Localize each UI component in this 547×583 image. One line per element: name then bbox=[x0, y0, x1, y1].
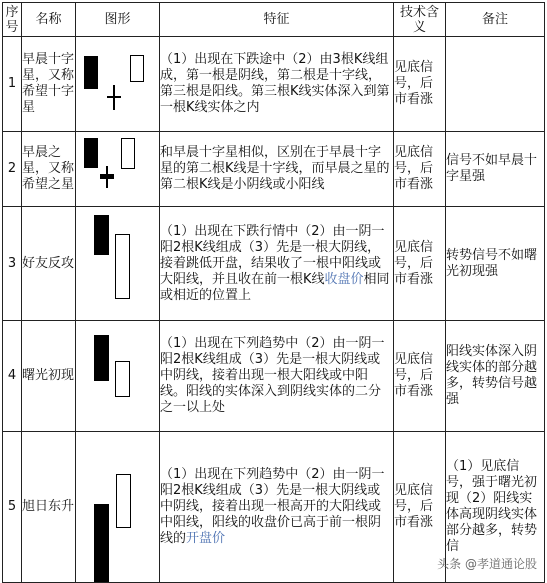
header-name: 名称 bbox=[22, 3, 76, 37]
table-row bbox=[3, 37, 545, 132]
row-index: 3 bbox=[3, 207, 22, 321]
technical-meaning: 见底信号，后市看涨 bbox=[394, 321, 446, 432]
header-row bbox=[3, 3, 545, 37]
opening-price-link[interactable]: 开盘价 bbox=[186, 531, 226, 546]
bearish-candle bbox=[94, 215, 109, 255]
bearish-candle bbox=[94, 335, 109, 381]
pattern-note: 转势信号不如曙光初现强 bbox=[446, 207, 545, 321]
pattern-feature: 和早晨十字星相似，区别在于早晨十字星的第二根K线是十字线，而早晨之星的第二根K线是小阴线或小阳线 bbox=[160, 132, 394, 207]
feature-text: （1）出现在下列趋势中（2）由一阴一阳2根K线组成（3）先是一根大阴线或中阴线，接着出现一根高开的大阳线或中阳线，阳线的收盘价已高于前一根阴线的 bbox=[160, 467, 385, 546]
pattern-figure bbox=[76, 37, 160, 132]
pattern-name: 旭日东升 bbox=[22, 432, 76, 583]
header-technical: 技术含义 bbox=[394, 3, 446, 37]
header-index: 序号 bbox=[3, 3, 22, 37]
source-watermark: 头条 @孝道通论股 bbox=[437, 557, 537, 571]
pattern-name: 好友反攻 bbox=[22, 207, 76, 321]
feature-text: 相同或相近的位置上 bbox=[160, 271, 390, 303]
bullish-candle bbox=[116, 474, 131, 528]
pattern-name: 早晨十字星，又称希望十字星 bbox=[22, 37, 76, 132]
table-row bbox=[3, 321, 545, 432]
row-index: 2 bbox=[3, 132, 22, 207]
doji-wick bbox=[113, 85, 115, 110]
pattern-name: 早晨之星，又称希望之星 bbox=[22, 132, 76, 207]
small-candle bbox=[100, 174, 114, 179]
technical-meaning: 见底信号，后市看涨 bbox=[394, 132, 446, 207]
bullish-candle bbox=[115, 234, 130, 299]
row-index: 5 bbox=[3, 432, 22, 583]
candlestick-pattern-table bbox=[2, 2, 545, 583]
pattern-feature: （1）出现在下跌途中（2）由3根K线组成，第一根是阴线，第二根是十字线，第三根是阳线。第三根K线实体深入到第一根K线实体之内 bbox=[160, 37, 394, 132]
feature-text: （1）出现在下跌行情中（2）由一阴一阳2根K线组成（3）先是一根大阴线，接着跳低开盘，结果收了一根中阳线或大阳线，并且收在前一根K线 bbox=[160, 223, 385, 287]
technical-meaning: 见底信号，后市看涨 bbox=[394, 37, 446, 132]
pattern-feature: （1）出现在下列趋势中（2）由一阴一阳2根K线组成（3）先是一根大阴线或中阴线，接着出现一根大阳线或中阳线。阳线的实体深入到阴线实体的二分之一以上处 bbox=[160, 321, 394, 432]
bullish-candle bbox=[130, 55, 144, 82]
bearish-candle bbox=[84, 56, 98, 89]
pattern-figure bbox=[76, 321, 160, 432]
bearish-candle bbox=[84, 138, 98, 168]
header-figure: 图形 bbox=[76, 3, 160, 37]
pattern-feature bbox=[160, 207, 394, 321]
row-index: 1 bbox=[3, 37, 22, 132]
header-note: 备注 bbox=[446, 3, 545, 37]
bullish-candle bbox=[121, 138, 135, 169]
bearish-candle bbox=[94, 504, 109, 582]
table-row bbox=[3, 132, 545, 207]
row-index: 4 bbox=[3, 321, 22, 432]
technical-meaning: 见底信号，后市看涨 bbox=[394, 432, 446, 583]
pattern-note: （1）见底信号，强于曙光初现（2）阳线实体高现阴线实体部分越多，转势信 bbox=[446, 432, 545, 583]
bullish-candle bbox=[115, 361, 130, 397]
pattern-note bbox=[446, 37, 545, 132]
pattern-name: 曙光初现 bbox=[22, 321, 76, 432]
doji-cross bbox=[107, 96, 121, 98]
pattern-figure bbox=[76, 432, 160, 583]
header-feature: 特征 bbox=[160, 3, 394, 37]
table-row bbox=[3, 207, 545, 321]
pattern-feature bbox=[160, 432, 394, 583]
pattern-figure bbox=[76, 207, 160, 321]
closing-price-link[interactable]: 收盘价 bbox=[324, 271, 364, 287]
pattern-note: 信号不如早晨十字星强 bbox=[446, 132, 545, 207]
pattern-figure bbox=[76, 132, 160, 207]
technical-meaning: 见底信号，后市看涨 bbox=[394, 207, 446, 321]
pattern-note: 阳线实体深入阴线实体的部分越多，转势信号越强 bbox=[446, 321, 545, 432]
